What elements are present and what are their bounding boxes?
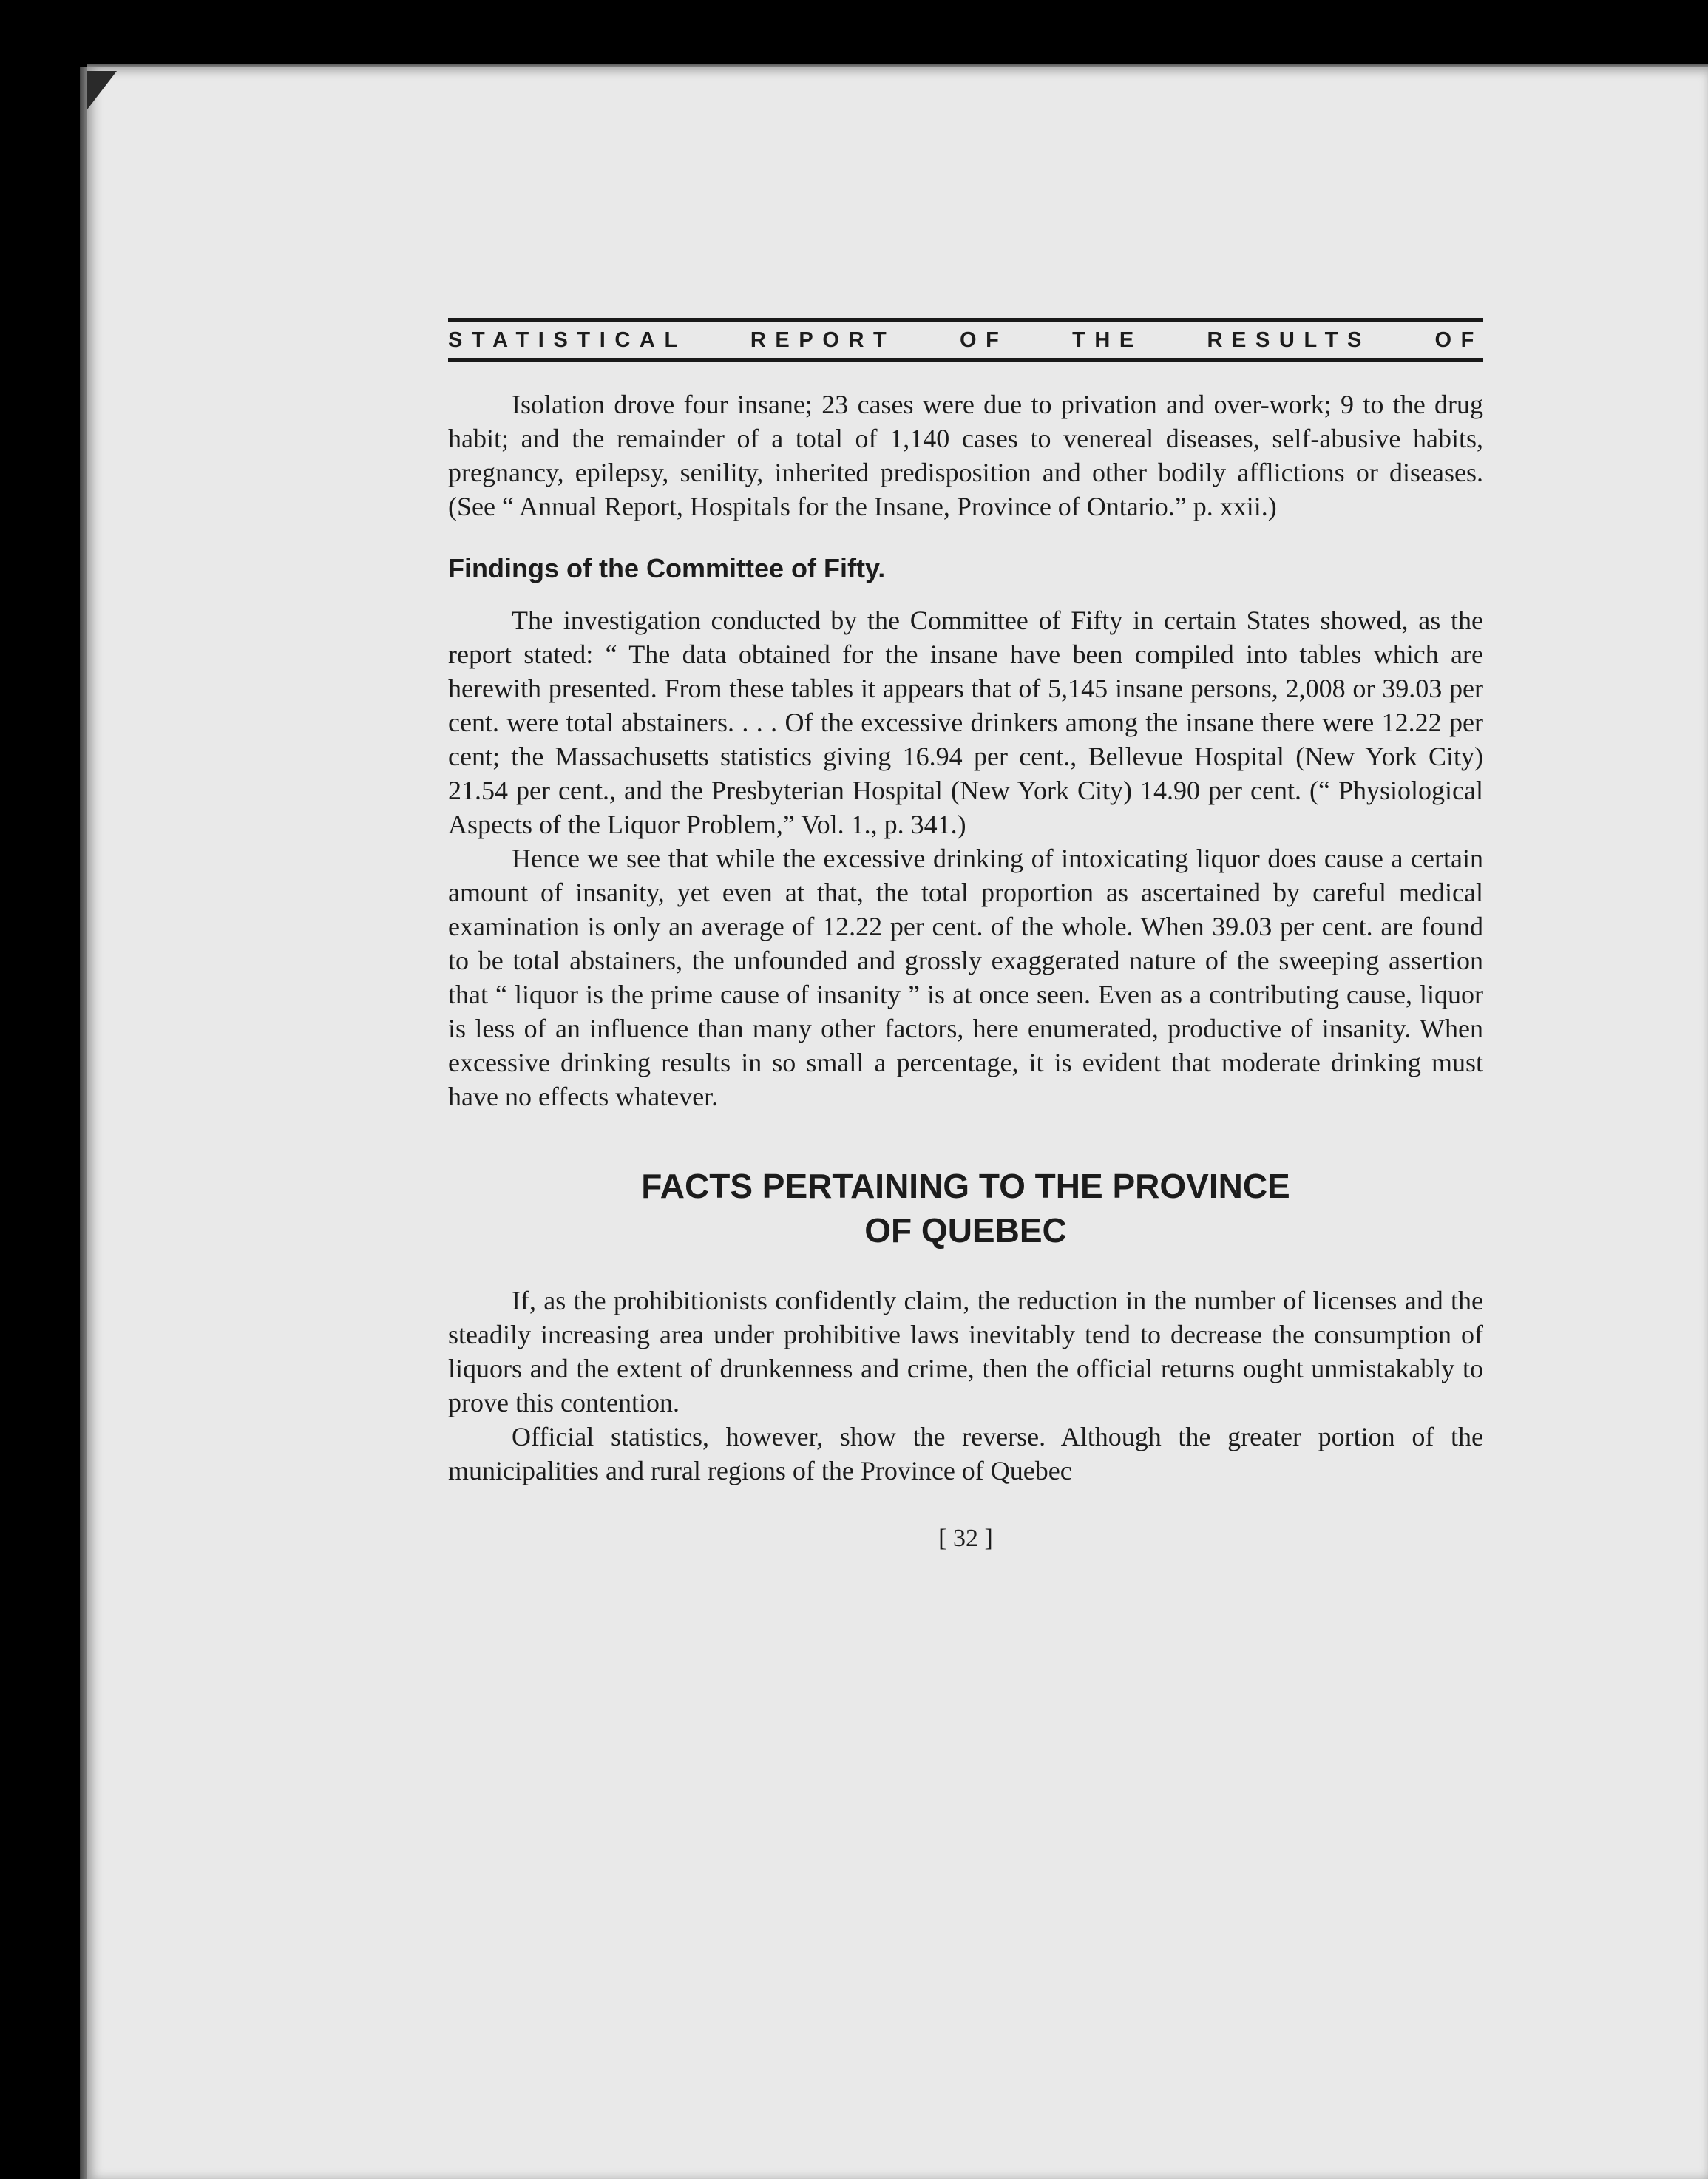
running-head <box>448 318 1483 362</box>
page-number: [ 32 ] <box>938 1525 993 1552</box>
paragraph-isolation: Isolation drove four insane; 23 cases were due to privation and over-work; 9 to the drug habit; and the remainder of a total of 1,140 cases to venereal diseases, self-abusive habits, pregnancy, epilepsy, senility, inherited predisposition and other bodily afflictions or diseases. (See “ Annual Report, Hospitals for the Insane, Province of Ontario.” p. xxii.) <box>448 390 1483 521</box>
paragraph-committee-findings: The investigation conducted by the Committee of Fifty in certain States showed, as the report stated: “ The data obtained for the insane have been compiled into tables which are herewith presented. From these tables it appears that of 5,145 insane persons, 2,008 or 39.03 per cent. were total abstainers. . . . Of the excessive drinkers among the insane there were 12.22 per cent; the Massachusetts statistics giving 16.94 per cent., Bellevue Hospital (New York City) 21.54 per cent., and the Presbyterian Hospital (New York City) 14.90 per cent. (“ Physiological Aspects of the Liquor Problem,” Vol. 1., p. 341.) <box>448 606 1483 839</box>
paragraph-official-statistics: Official statistics, however, show the reverse. Although the greater portion of the municipalities and rural regions of the Province of Quebec <box>448 1422 1483 1485</box>
section-heading: Findings of the Committee of Fifty. <box>448 553 886 583</box>
running-head-text: STATISTICAL REPORT OF THE RESULTS OF <box>448 328 1483 352</box>
chapter-heading <box>448 1164 1483 1253</box>
chapter-heading-line-1: FACTS PERTAINING TO THE PROVINCE <box>641 1167 1290 1205</box>
corner-fold-mark <box>87 71 117 109</box>
page-content <box>448 318 1483 1553</box>
chapter-heading-line-2: OF QUEBEC <box>864 1211 1067 1250</box>
paragraph-prohibitionists: If, as the prohibitionists confidently claim, the reduction in the number of licenses and the steadily increasing area under prohibitive laws inevitably tend to decrease the consumption of liquors and the extent of drunkenness and crime, then the official returns ought unmistakably to prove this contention. <box>448 1286 1483 1417</box>
paragraph-conclusion: Hence we see that while the excessive drinking of intoxicating liquor does cause a certain amount of insanity, yet even at that, the total proportion as ascertained by careful medical examination is only an average of 12.22 per cent. of the whole. When 39.03 per cent. are found to be total abstainers, the unfounded and grossly exaggerated nature of the sweeping assertion that “ liquor is the prime cause of insanity ” is at once seen. Even as a contributing cause, liquor is less of an influence than many other factors, here enumerated, productive of insanity. When excessive drinking results in so small a percentage, it is evident that moderate drinking must have no effects whatever. <box>448 844 1483 1111</box>
